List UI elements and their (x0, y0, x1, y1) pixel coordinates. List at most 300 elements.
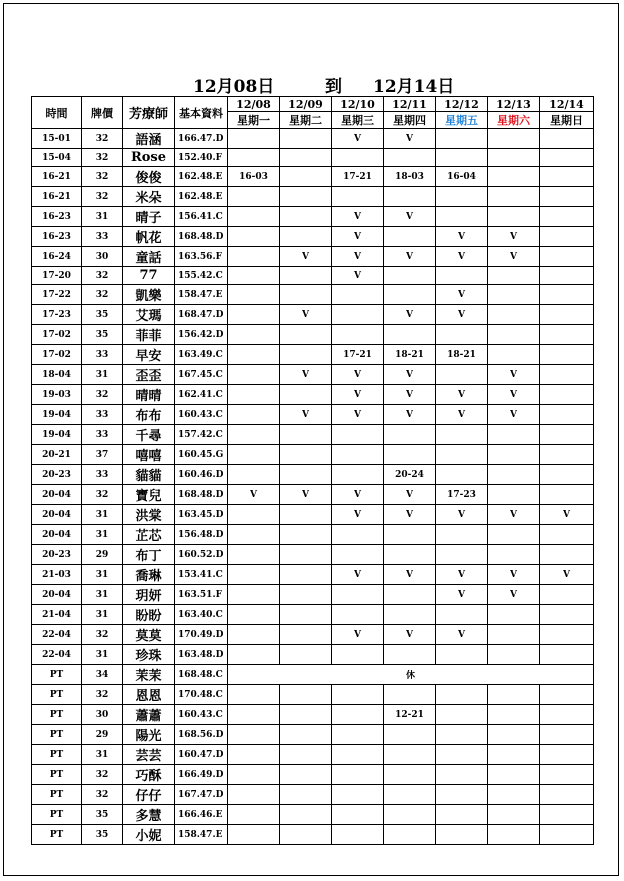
row-price: 31 (82, 605, 123, 625)
row-time: 20-04 (32, 485, 82, 505)
schedule-cell (384, 585, 436, 605)
row-price: 31 (82, 585, 123, 605)
schedule-cell (436, 365, 488, 385)
header-weekday-4: 星期五 (436, 112, 488, 129)
row-price: 32 (82, 485, 123, 505)
schedule-cell (332, 705, 384, 725)
row-price: 29 (82, 725, 123, 745)
schedule-cell (228, 565, 280, 585)
schedule-cell (332, 825, 384, 845)
schedule-cell (436, 785, 488, 805)
schedule-cell (384, 227, 436, 247)
schedule-cell: 18-21 (436, 345, 488, 365)
schedule-cell (280, 585, 332, 605)
schedule-cell: 17-21 (332, 167, 384, 187)
schedule-cell: V (384, 305, 436, 325)
schedule-cell: V (540, 565, 594, 585)
schedule-cell: V (228, 485, 280, 505)
schedule-cell (332, 465, 384, 485)
schedule-cell (436, 545, 488, 565)
schedule-cell (280, 167, 332, 187)
row-time: PT (32, 805, 82, 825)
schedule-cell (488, 305, 540, 325)
schedule-cell (436, 725, 488, 745)
schedule-cell (280, 149, 332, 167)
schedule-cell (384, 805, 436, 825)
schedule-cell: 17-21 (332, 345, 384, 365)
schedule-cell (540, 825, 594, 845)
table-row (32, 565, 594, 585)
schedule-cell (332, 445, 384, 465)
schedule-cell (280, 705, 332, 725)
schedule-cell (280, 565, 332, 585)
row-price: 33 (82, 227, 123, 247)
schedule-cell (228, 129, 280, 149)
table-row (32, 385, 594, 405)
schedule-cell (488, 345, 540, 365)
row-price: 33 (82, 465, 123, 485)
header-weekday-6: 星期日 (540, 112, 594, 129)
schedule-cell (228, 645, 280, 665)
header-weekday-0: 星期一 (228, 112, 280, 129)
schedule-cell (384, 285, 436, 305)
schedule-cell (228, 725, 280, 745)
schedule-table (31, 96, 594, 845)
schedule-cell: V (332, 505, 384, 525)
schedule-cell (332, 585, 384, 605)
table-row (32, 425, 594, 445)
schedule-cell: V (332, 385, 384, 405)
schedule-cell (228, 247, 280, 267)
row-price: 31 (82, 505, 123, 525)
schedule-cell (488, 325, 540, 345)
schedule-cell (436, 705, 488, 725)
schedule-cell (384, 765, 436, 785)
row-info: 167.45.C (175, 365, 228, 385)
row-time: 20-04 (32, 525, 82, 545)
row-therapist-name: 晴晴 (123, 385, 175, 405)
table-row (32, 405, 594, 425)
schedule-cell (540, 385, 594, 405)
row-info: 168.48.D (175, 227, 228, 247)
table-row (32, 345, 594, 365)
schedule-cell (332, 525, 384, 545)
schedule-cell (228, 505, 280, 525)
schedule-cell: V (332, 207, 384, 227)
header-weekday-3: 星期四 (384, 112, 436, 129)
schedule-cell (540, 305, 594, 325)
schedule-cell (332, 765, 384, 785)
schedule-cell (384, 445, 436, 465)
schedule-cell (436, 525, 488, 545)
table-row (32, 465, 594, 485)
schedule-cell (488, 445, 540, 465)
row-therapist-name: 陽光 (123, 725, 175, 745)
schedule-cell (280, 207, 332, 227)
header-date-4: 12/12 (436, 97, 488, 112)
schedule-cell: V (436, 385, 488, 405)
schedule-cell (280, 765, 332, 785)
table-row (32, 665, 594, 685)
schedule-cell (228, 207, 280, 227)
schedule-cell (228, 625, 280, 645)
schedule-cell (280, 129, 332, 149)
table-row (32, 207, 594, 227)
row-info: 170.49.D (175, 625, 228, 645)
schedule-cell (436, 605, 488, 625)
schedule-cell: V (332, 405, 384, 425)
schedule-cell (488, 745, 540, 765)
row-price: 33 (82, 425, 123, 445)
row-time: PT (32, 725, 82, 745)
schedule-cell (280, 605, 332, 625)
row-info: 160.43.C (175, 705, 228, 725)
row-price: 32 (82, 129, 123, 149)
row-time: 20-04 (32, 505, 82, 525)
schedule-cell: V (488, 505, 540, 525)
table-row (32, 645, 594, 665)
schedule-cell (280, 285, 332, 305)
schedule-cell (436, 645, 488, 665)
schedule-cell (540, 785, 594, 805)
row-info: 163.49.C (175, 345, 228, 365)
row-time: PT (32, 825, 82, 845)
table-row (32, 485, 594, 505)
schedule-cell (332, 149, 384, 167)
schedule-cell (280, 465, 332, 485)
row-price: 35 (82, 305, 123, 325)
row-merged-note: 休 (228, 665, 594, 685)
table-row (32, 445, 594, 465)
row-price: 37 (82, 445, 123, 465)
row-info: 167.47.D (175, 785, 228, 805)
schedule-cell (540, 585, 594, 605)
schedule-cell (436, 825, 488, 845)
schedule-cell: V (488, 565, 540, 585)
schedule-cell (228, 745, 280, 765)
schedule-cell (436, 267, 488, 285)
schedule-cell (488, 207, 540, 227)
row-therapist-name: 77 (123, 267, 175, 285)
schedule-cell: V (540, 505, 594, 525)
schedule-cell: V (436, 285, 488, 305)
schedule-cell (488, 785, 540, 805)
schedule-cell (280, 625, 332, 645)
schedule-cell: V (384, 247, 436, 267)
row-price: 30 (82, 247, 123, 267)
row-time: 16-21 (32, 167, 82, 187)
schedule-cell (280, 187, 332, 207)
schedule-cell (540, 545, 594, 565)
schedule-cell (436, 685, 488, 705)
schedule-cell (540, 525, 594, 545)
schedule-cell (228, 545, 280, 565)
schedule-cell (488, 725, 540, 745)
schedule-cell (280, 545, 332, 565)
header-date-5: 12/13 (488, 97, 540, 112)
row-price: 35 (82, 805, 123, 825)
schedule-cell (228, 585, 280, 605)
schedule-cell: 20-24 (384, 465, 436, 485)
schedule-cell (228, 405, 280, 425)
schedule-cell (488, 685, 540, 705)
schedule-cell: V (488, 585, 540, 605)
schedule-cell (488, 705, 540, 725)
row-info: 168.47.D (175, 305, 228, 325)
schedule-cell (280, 685, 332, 705)
row-info: 168.48.C (175, 665, 228, 685)
schedule-cell (488, 129, 540, 149)
table-row (32, 129, 594, 149)
schedule-cell (540, 705, 594, 725)
schedule-cell (540, 167, 594, 187)
header-price: 牌價 (82, 97, 123, 129)
schedule-cell (280, 805, 332, 825)
schedule-cell (488, 765, 540, 785)
row-therapist-name: 茉茉 (123, 665, 175, 685)
table-row (32, 525, 594, 545)
schedule-cell (280, 645, 332, 665)
row-therapist-name: 帆花 (123, 227, 175, 247)
schedule-cell (280, 267, 332, 285)
row-info: 153.41.C (175, 565, 228, 585)
header-date-3: 12/11 (384, 97, 436, 112)
row-time: 20-04 (32, 585, 82, 605)
schedule-cell (488, 167, 540, 187)
table-row (32, 325, 594, 345)
row-info: 160.45.G (175, 445, 228, 465)
row-therapist-name: 語涵 (123, 129, 175, 149)
schedule-cell (384, 545, 436, 565)
schedule-cell (228, 385, 280, 405)
row-info: 155.42.C (175, 267, 228, 285)
row-therapist-name: 晴子 (123, 207, 175, 227)
row-therapist-name: 寶兒 (123, 485, 175, 505)
row-price: 31 (82, 565, 123, 585)
table-row (32, 365, 594, 385)
row-info: 168.48.D (175, 485, 228, 505)
row-time: PT (32, 685, 82, 705)
table-row (32, 785, 594, 805)
schedule-cell (228, 149, 280, 167)
row-time: 19-03 (32, 385, 82, 405)
schedule-cell (280, 325, 332, 345)
schedule-cell (280, 345, 332, 365)
schedule-cell: V (332, 625, 384, 645)
row-time: 21-03 (32, 565, 82, 585)
schedule-cell (280, 505, 332, 525)
schedule-cell: V (280, 305, 332, 325)
title-start-date: 12月08日 (193, 77, 275, 97)
schedule-cell (540, 645, 594, 665)
row-time: 18-04 (32, 365, 82, 385)
schedule-cell (280, 745, 332, 765)
schedule-cell: V (488, 227, 540, 247)
schedule-cell (436, 465, 488, 485)
row-therapist-name: 歪歪 (123, 365, 175, 385)
schedule-cell (488, 285, 540, 305)
row-therapist-name: 俊俊 (123, 167, 175, 187)
row-price: 33 (82, 405, 123, 425)
schedule-cell (280, 785, 332, 805)
schedule-cell (228, 785, 280, 805)
schedule-cell (540, 745, 594, 765)
row-price: 29 (82, 545, 123, 565)
row-time: PT (32, 705, 82, 725)
row-info: 156.48.D (175, 525, 228, 545)
schedule-cell (384, 825, 436, 845)
row-price: 32 (82, 187, 123, 207)
row-therapist-name: 早安 (123, 345, 175, 365)
schedule-cell (436, 765, 488, 785)
schedule-cell (280, 445, 332, 465)
schedule-cell (436, 149, 488, 167)
row-info: 160.43.C (175, 405, 228, 425)
schedule-cell (540, 465, 594, 485)
row-price: 30 (82, 705, 123, 725)
schedule-cell: V (436, 585, 488, 605)
row-price: 32 (82, 765, 123, 785)
row-therapist-name: 嘻嘻 (123, 445, 175, 465)
schedule-cell (436, 325, 488, 345)
schedule-cell: V (436, 505, 488, 525)
row-price: 31 (82, 365, 123, 385)
table-row (32, 765, 594, 785)
schedule-cell (384, 745, 436, 765)
row-info: 166.49.D (175, 765, 228, 785)
schedule-cell (228, 465, 280, 485)
schedule-cell (540, 485, 594, 505)
schedule-cell (540, 625, 594, 645)
schedule-cell: V (384, 385, 436, 405)
schedule-cell (488, 525, 540, 545)
row-therapist-name: 芸芸 (123, 745, 175, 765)
schedule-cell: V (332, 227, 384, 247)
header-weekday-1: 星期二 (280, 112, 332, 129)
row-info: 163.56.F (175, 247, 228, 267)
table-row (32, 505, 594, 525)
row-time: 16-24 (32, 247, 82, 267)
table-row (32, 285, 594, 305)
schedule-cell: 18-03 (384, 167, 436, 187)
table-row (32, 305, 594, 325)
schedule-cell (228, 605, 280, 625)
header-info: 基本資料 (175, 97, 228, 129)
schedule-cell (332, 285, 384, 305)
schedule-cell: V (488, 405, 540, 425)
header-date-2: 12/10 (332, 97, 384, 112)
table-row (32, 167, 594, 187)
schedule-cell: V (488, 385, 540, 405)
schedule-cell (332, 425, 384, 445)
schedule-cell: V (280, 247, 332, 267)
schedule-cell (228, 685, 280, 705)
schedule-cell: V (280, 485, 332, 505)
row-time: 16-23 (32, 207, 82, 227)
schedule-cell: V (384, 485, 436, 505)
row-info: 158.47.E (175, 825, 228, 845)
schedule-cell (332, 187, 384, 207)
row-time: PT (32, 785, 82, 805)
schedule-cell: 16-03 (228, 167, 280, 187)
schedule-cell (384, 525, 436, 545)
schedule-cell (332, 605, 384, 625)
schedule-cell: V (332, 247, 384, 267)
schedule-cell: V (436, 305, 488, 325)
row-therapist-name: 凱樂 (123, 285, 175, 305)
row-time: PT (32, 745, 82, 765)
schedule-cell (540, 149, 594, 167)
schedule-cell: 16-04 (436, 167, 488, 187)
header-time: 時間 (32, 97, 82, 129)
table-row (32, 227, 594, 247)
row-time: 16-21 (32, 187, 82, 207)
row-therapist-name: 芷芯 (123, 525, 175, 545)
row-info: 166.46.E (175, 805, 228, 825)
row-info: 168.56.D (175, 725, 228, 745)
schedule-cell (540, 765, 594, 785)
row-price: 31 (82, 207, 123, 227)
row-time: 19-04 (32, 425, 82, 445)
row-therapist-name: 喬琳 (123, 565, 175, 585)
schedule-cell (540, 227, 594, 247)
table-row (32, 585, 594, 605)
schedule-cell (488, 825, 540, 845)
row-price: 31 (82, 525, 123, 545)
row-therapist-name: 玥妍 (123, 585, 175, 605)
row-therapist-name: 布丁 (123, 545, 175, 565)
row-info: 170.48.C (175, 685, 228, 705)
row-price: 32 (82, 685, 123, 705)
schedule-cell: V (384, 405, 436, 425)
schedule-cell (540, 365, 594, 385)
schedule-cell (384, 187, 436, 207)
row-time: 20-23 (32, 545, 82, 565)
row-price: 32 (82, 785, 123, 805)
row-therapist-name: 艾瑪 (123, 305, 175, 325)
schedule-cell (228, 305, 280, 325)
schedule-cell (280, 525, 332, 545)
schedule-cell (540, 685, 594, 705)
row-therapist-name: 洪棠 (123, 505, 175, 525)
row-time: PT (32, 665, 82, 685)
row-time: 17-02 (32, 325, 82, 345)
schedule-cell: V (280, 365, 332, 385)
schedule-cell (384, 149, 436, 167)
table-body (32, 129, 594, 845)
schedule-cell (332, 685, 384, 705)
schedule-cell (488, 187, 540, 207)
schedule-cell (488, 805, 540, 825)
schedule-cell (540, 425, 594, 445)
schedule-cell (540, 805, 594, 825)
schedule-cell (332, 325, 384, 345)
schedule-cell (540, 187, 594, 207)
schedule-cell (488, 625, 540, 645)
schedule-cell (228, 425, 280, 445)
schedule-cell (436, 129, 488, 149)
row-info: 152.40.F (175, 149, 228, 167)
schedule-cell (540, 247, 594, 267)
row-therapist-name: 千尋 (123, 425, 175, 445)
schedule-cell (228, 267, 280, 285)
schedule-cell (384, 325, 436, 345)
header-weekday-2: 星期三 (332, 112, 384, 129)
schedule-cell (384, 425, 436, 445)
schedule-cell (228, 705, 280, 725)
schedule-cell (384, 645, 436, 665)
table-row (32, 705, 594, 725)
